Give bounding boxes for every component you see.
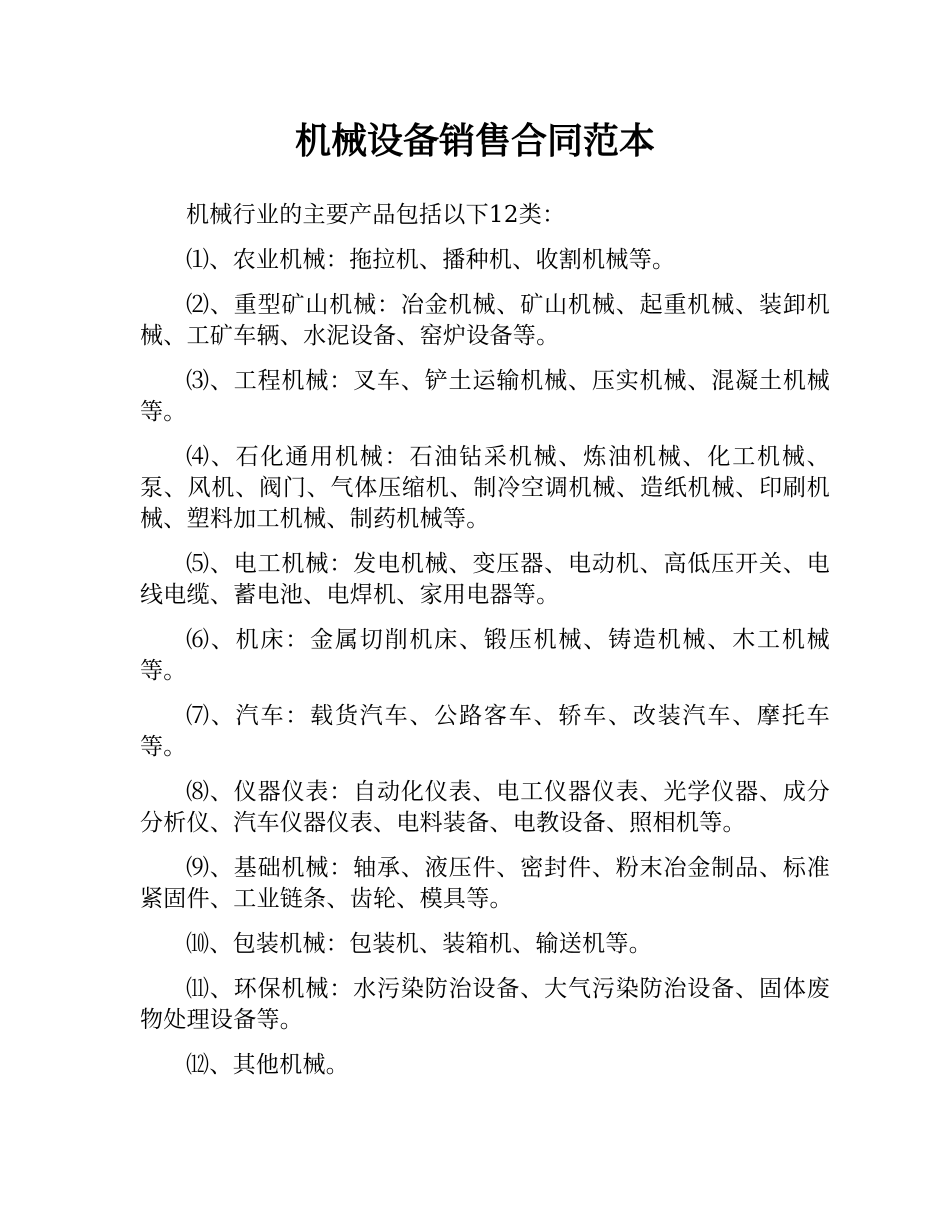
paragraph-item-6: ⑹、机床：金属切削机床、锻压机械、铸造机械、木工机械等。 <box>140 627 830 684</box>
paragraph-item-11: ⑾、环保机械：水污染防治设备、大气污染防治设备、固体废物处理设备等。 <box>140 976 830 1033</box>
document-body <box>140 200 830 1095</box>
paragraph-intro: 机械行业的主要产品包括以下12类： <box>186 202 566 228</box>
paragraph-item-3: ⑶、工程机械：叉车、铲土运输机械、压实机械、混凝土机械等。 <box>140 368 830 425</box>
paragraph-item-10: ⑽、包装机械：包装机、装箱机、输送机等。 <box>186 931 652 957</box>
paragraph-item-9: ⑼、基础机械：轴承、液压件、密封件、粉末冶金制品、标准紧固件、工业链条、齿轮、模具等。 <box>140 855 830 912</box>
document-title: 机械设备销售合同范本 <box>294 121 655 162</box>
paragraph-item-7: ⑺、汽车：载货汽车、公路客车、轿车、改装汽车、摩托车等。 <box>140 703 830 760</box>
paragraph-item-4: ⑷、石化通用机械：石油钻采机械、炼油机械、化工机械、泵、风机、阀门、气体压缩机、制冷空调机械、造纸机械、印刷机械、塑料加工机械、制药机械等。 <box>140 444 830 532</box>
paragraph-item-1: ⑴、农业机械：拖拉机、播种机、收割机械等。 <box>186 247 676 273</box>
paragraph-item-8: ⑻、仪器仪表：自动化仪表、电工仪器仪表、光学仪器、成分分析仪、汽车仪器仪表、电料装备、电教设备、照相机等。 <box>140 779 830 836</box>
paragraph-item-2: ⑵、重型矿山机械：冶金机械、矿山机械、起重机械、装卸机械、工矿车辆、水泥设备、窑炉设备等。 <box>140 292 830 349</box>
paragraph-item-12: ⑿、其他机械。 <box>186 1052 350 1078</box>
paragraph-item-5: ⑸、电工机械：发电机械、变压器、电动机、高低压开关、电线电缆、蓄电池、电焊机、家用电器等。 <box>140 551 830 608</box>
